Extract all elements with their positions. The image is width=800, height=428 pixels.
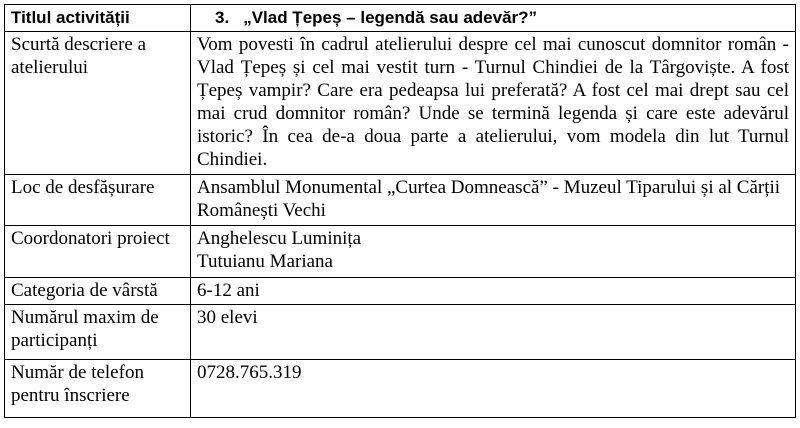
row-value-location: Ansamblul Monumental „Curtea Domnească” - Muzeul Tiparului și al Cărții Românești Vechi [191, 175, 796, 226]
row-label-description: Scurtă descriere a atelierului [5, 32, 191, 175]
row-label-location: Loc de desfășurare [5, 175, 191, 226]
activity-number: 3. [215, 8, 230, 27]
activity-title-cell [191, 5, 796, 32]
coordinator-name: Tutuianu Mariana [197, 251, 333, 272]
row-label-max-participants: Numărul maxim de participanți [5, 305, 191, 360]
row-value-phone: 0728.765.319 [191, 360, 796, 418]
table-row [5, 360, 796, 418]
row-label-coordinators: Coordonatori proiect [5, 226, 191, 278]
row-value-age: 6-12 ani [191, 278, 796, 305]
row-label-age: Categoria de vârstă [5, 278, 191, 305]
activity-title: „Vlad Țepeș – legendă sau adevăr?” [243, 8, 538, 27]
coordinator-name: Anghelescu Luminița [197, 228, 362, 249]
table-row [5, 305, 796, 360]
table-row [5, 278, 796, 305]
activity-info-table [4, 4, 796, 418]
row-value-max-participants: 30 elevi [191, 305, 796, 360]
table-row [5, 226, 796, 278]
header-label: Titlul activității [5, 5, 191, 32]
row-label-phone: Număr de telefon pentru înscriere [5, 360, 191, 418]
row-value-coordinators [191, 226, 796, 278]
row-value-description: Vom povesti în cadrul atelierului despre cel mai cunoscut domnitor român - Vlad Țepeș și cel mai vestit turn - Turnul Chindiei de la Târgoviște. A fost Țepeș vampir? Care era pedeapsa lui preferată? A fost cel mai drept sau cel mai crud domnitor român? Unde se termină legenda și care este adevărul istoric? În cea de-a doua parte a atelierului, vom modela din lut Turnul Chindiei. [191, 32, 796, 175]
table-header-row [5, 5, 796, 32]
table-row [5, 32, 796, 175]
table-row [5, 175, 796, 226]
